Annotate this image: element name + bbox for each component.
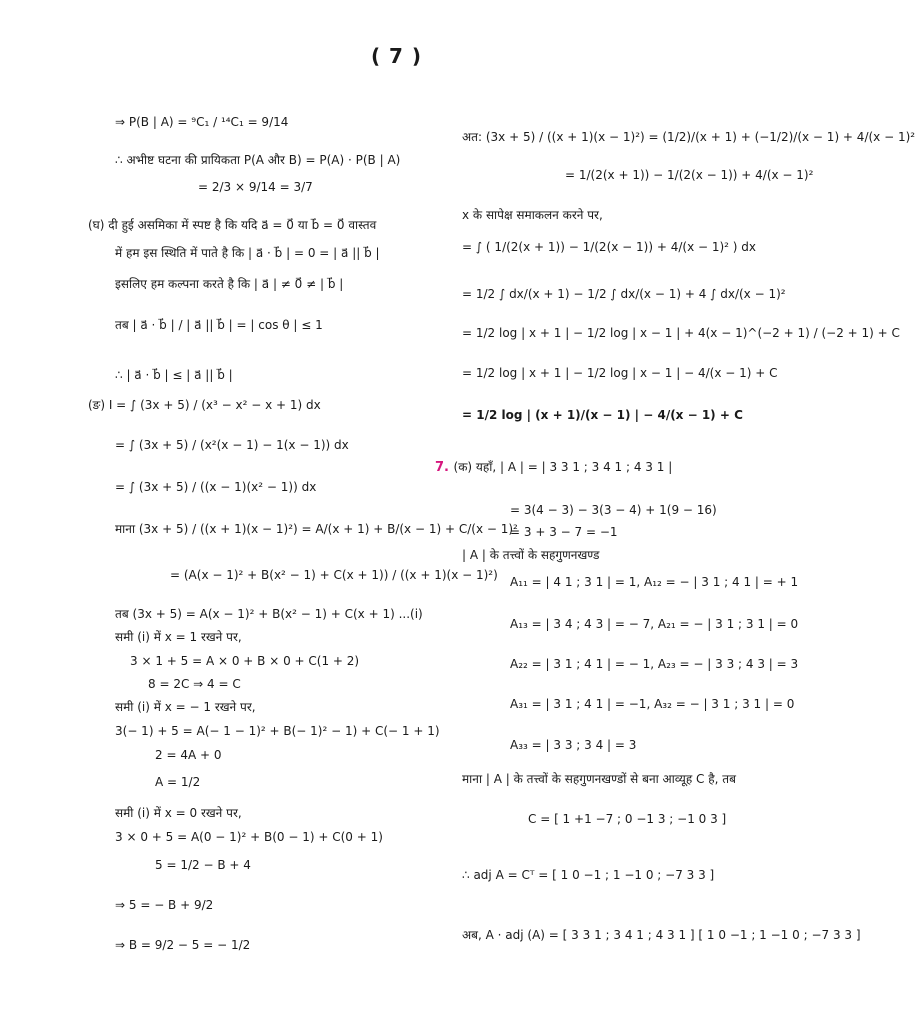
math-line — [510, 525, 618, 539]
math-line-text: अब, A · adj (A) = [ 3 3 1 ; 3 4 1 ; 4 3 1 ] [ 1 0 −1 ; 1 −1 0 ; −7 3 3 ] — [462, 928, 861, 942]
page-number: ( 7 ) — [370, 44, 423, 68]
math-line-text: समी (i) में x = 1 रखने पर, — [115, 630, 242, 644]
math-line — [115, 724, 440, 738]
math-line-text: = 1/2 log | x + 1 | − 1/2 log | x − 1 | + 4(x − 1)^(−2 + 1) / (−2 + 1) + C — [462, 326, 900, 340]
math-line-text: A₁₁ = | 4 1 ; 3 1 | = 1, A₁₂ = − | 3 1 ; 4 1 | = + 1 — [510, 575, 799, 589]
math-line-text: A₁₃ = | 3 4 ; 4 3 | = − 7, A₂₁ = − | 3 1 ; 3 1 | = 0 — [510, 617, 799, 631]
math-line — [155, 748, 221, 762]
math-line-text: ∴ | a⃗ · b⃗ | ≤ | a⃗ || b⃗ | — [115, 368, 233, 382]
math-line — [510, 738, 636, 752]
math-line-text: = 1/2 log | x + 1 | − 1/2 log | x − 1 | − 4/(x − 1) + C — [462, 366, 778, 380]
math-line — [528, 812, 726, 826]
math-line-text: = 1/(2(x + 1)) − 1/(2(x − 1)) + 4/(x − 1)² — [565, 168, 814, 182]
math-line-text: A₃₁ = | 3 1 ; 4 1 | = −1, A₃₂ = − | 3 1 ; 3 1 | = 0 — [510, 697, 795, 711]
math-line — [130, 654, 359, 668]
math-line-text: ⇒ B = 9/2 − 5 = − 1/2 — [115, 938, 251, 952]
math-line-text: = (A(x − 1)² + B(x² − 1) + C(x + 1)) / ((x + 1)(x − 1)²) — [170, 568, 498, 582]
math-line — [462, 326, 900, 340]
math-line-text: x के सापेक्ष समाकलन करने पर, — [462, 208, 603, 222]
math-line — [462, 868, 714, 882]
math-line-text: A = 1/2 — [155, 775, 201, 789]
math-line — [435, 460, 672, 475]
math-line-text: 8 = 2C ⇒ 4 = C — [148, 677, 241, 691]
math-line-text: माना (3x + 5) / ((x + 1)(x − 1)²) = A/(x + 1) + B/(x − 1) + C/(x − 1)² — [115, 522, 518, 536]
math-line — [510, 575, 798, 589]
math-line — [510, 617, 798, 631]
math-line-text: C = [ 1 +1 −7 ; 0 −1 3 ; −1 0 3 ] — [528, 812, 727, 826]
math-line — [115, 522, 518, 536]
math-line — [115, 700, 256, 714]
math-line-text: = 2/3 × 9/14 = 3/7 — [198, 180, 313, 194]
math-line — [115, 153, 400, 167]
math-line — [510, 697, 794, 711]
math-line-text: ∴ adj A = Cᵀ = [ 1 0 −1 ; 1 −1 0 ; −7 3 3 ] — [462, 868, 715, 882]
math-line-text: 2 = 4A + 0 — [155, 748, 222, 762]
math-line-text: में हम इस स्थिति में पाते है कि | a⃗ · b⃗ | = 0 = | a⃗ || b⃗ | — [115, 246, 380, 260]
math-line-text: समी (i) में x = 0 रखने पर, — [115, 806, 242, 820]
math-line — [115, 368, 233, 382]
math-line — [115, 630, 242, 644]
math-line-text: 3(− 1) + 5 = A(− 1 − 1)² + B(− 1)² − 1) + C(− 1 + 1) — [115, 724, 440, 738]
math-line — [170, 568, 498, 582]
math-line-text: = ∫ (3x + 5) / ((x − 1)(x² − 1)) dx — [115, 480, 317, 494]
math-line-text: A₂₂ = | 3 1 ; 4 1 | = − 1, A₂₃ = − | 3 3 ; 4 3 | = 3 — [510, 657, 799, 671]
math-line — [115, 115, 288, 129]
math-line-text: 3 × 0 + 5 = A(0 − 1)² + B(0 − 1) + C(0 + 1) — [115, 830, 383, 844]
math-line — [462, 208, 603, 222]
math-line — [462, 772, 736, 786]
math-line-text: = 3(4 − 3) − 3(3 − 4) + 1(9 − 16) — [510, 503, 717, 517]
math-line-text: (ङ) I = ∫ (3x + 5) / (x³ − x² − x + 1) dx — [88, 398, 321, 412]
math-line-text: इसलिए हम कल्पना करते है कि | a⃗ | ≠ 0⃗ ≠ | b⃗ | — [115, 277, 344, 291]
math-line — [510, 657, 798, 671]
math-line — [462, 408, 743, 422]
math-line — [462, 130, 915, 144]
math-line — [155, 775, 200, 789]
math-line — [88, 218, 376, 232]
math-line-text: A₃₃ = | 3 3 ; 3 4 | = 3 — [510, 738, 637, 752]
math-line — [462, 928, 861, 942]
math-line-text: = 3 + 3 − 7 = −1 — [510, 525, 618, 539]
math-line — [115, 318, 323, 332]
math-line — [462, 240, 756, 254]
math-line-text: ⇒ P(B | A) = ⁹C₁ / ¹⁴C₁ = 9/14 — [115, 115, 289, 129]
math-line-text: 3 × 1 + 5 = A × 0 + B × 0 + C(1 + 2) — [130, 654, 360, 668]
math-line — [115, 898, 213, 912]
math-line-text: तब (3x + 5) = A(x − 1)² + B(x² − 1) + C(x + 1) ...(i) — [115, 607, 423, 621]
math-line-text: समी (i) में x = − 1 रखने पर, — [115, 700, 256, 714]
math-line — [565, 168, 813, 182]
math-line-text: = ∫ ( 1/(2(x + 1)) − 1/(2(x − 1)) + 4/(x − 1)² ) dx — [462, 240, 757, 254]
math-line — [115, 806, 242, 820]
math-line-text: (घ) दी हुई असमिका में स्पष्ट है कि यदि a⃗ = 0⃗ या b⃗ = 0⃗ वास्तव — [88, 218, 377, 232]
math-line — [115, 480, 316, 494]
math-line-text: 5 = 1/2 − B + 4 — [155, 858, 251, 872]
math-line-text: तब | a⃗ · b⃗ | / | a⃗ || b⃗ | = | cos θ | ≤ 1 — [115, 318, 323, 332]
math-line — [148, 677, 241, 691]
math-line — [115, 938, 250, 952]
question-number: 7. — [435, 460, 454, 475]
math-line — [462, 548, 599, 562]
math-line-text: = 1/2 ∫ dx/(x + 1) − 1/2 ∫ dx/(x − 1) + 4 ∫ dx/(x − 1)² — [462, 287, 786, 301]
math-line-text: (क) यहाँ, | A | = | 3 3 1 ; 3 4 1 ; 4 3 1 | — [453, 460, 673, 474]
math-line-text: अत: (3x + 5) / ((x + 1)(x − 1)²) = (1/2)/(x + 1) + (−1/2)/(x − 1) + 4/(x − 1)² — [462, 130, 915, 144]
math-line-text: माना | A | के तत्त्वों के सहगुणनखण्डों से बना आव्यूह C है, तब — [462, 772, 736, 786]
math-line-text: ⇒ 5 = − B + 9/2 — [115, 898, 214, 912]
math-line — [115, 277, 343, 291]
math-line — [510, 503, 717, 517]
math-line-text: = 1/2 log | (x + 1)/(x − 1) | − 4/(x − 1) + C — [462, 408, 743, 422]
math-line — [462, 366, 778, 380]
math-line — [198, 180, 313, 194]
math-line — [155, 858, 251, 872]
math-line — [115, 607, 423, 621]
math-line-text: ∴ अभीष्ट घटना की प्रायिकता P(A और B) = P(A) · P(B | A) — [115, 153, 401, 167]
math-line — [462, 287, 786, 301]
math-line — [115, 438, 349, 452]
math-line-text: = ∫ (3x + 5) / (x²(x − 1) − 1(x − 1)) dx — [115, 438, 349, 452]
math-line — [115, 246, 380, 260]
math-line — [88, 398, 321, 412]
math-line — [115, 830, 383, 844]
math-line-text: | A | के तत्त्वों के सहगुणनखण्ड — [462, 548, 600, 562]
